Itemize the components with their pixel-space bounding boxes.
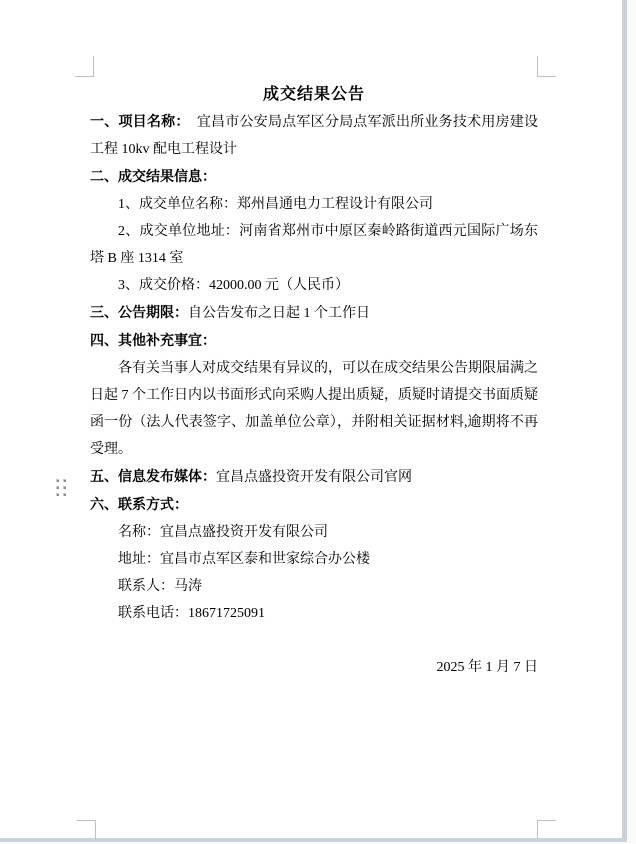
text-run: 2025 年 1 月 7 日 xyxy=(436,660,538,675)
text-run: 联系电话：18671725091 xyxy=(118,606,265,621)
margin-mark-bottom-left xyxy=(77,820,96,839)
grip-dot xyxy=(63,486,66,489)
text-run: 各有关当事人对成交结果有异议的，可以在成交结果公告期限届满之日起 7 个工作日内以书面形式向采购人提出质疑，质疑时请提交书面质疑函一份（法人代表签字、加盖单位公章），并附相关证据材料,逾期将不再受理。 xyxy=(90,361,538,457)
item-contact-person xyxy=(90,573,538,600)
document-content xyxy=(90,82,538,681)
heading-contact-info xyxy=(90,491,538,519)
page-title: 成交结果公告 xyxy=(262,86,365,103)
grip-dot xyxy=(56,493,59,496)
item-price xyxy=(90,272,538,299)
margin-mark-top-left xyxy=(75,56,94,77)
text-run: 地址：宜昌市点军区泰和世家综合办公楼 xyxy=(118,552,370,567)
heading-supplement xyxy=(90,327,538,355)
bold-label: 一、项目名称： xyxy=(90,113,183,129)
margin-mark-bottom-right xyxy=(537,820,556,839)
item-winner-address xyxy=(90,218,538,272)
item-winner-name xyxy=(90,191,538,218)
grip-dot xyxy=(63,493,66,496)
text-run: 自公告发布之日起 1 个工作日 xyxy=(188,306,370,321)
grip-dot xyxy=(63,479,66,482)
text-run: 宜昌市公安局点军区分局点军派出所业务技术用房建设工程 10kv 配电工程设计 xyxy=(90,115,539,157)
paragraph-publish-media xyxy=(90,463,538,491)
paragraph-drag-handle-icon[interactable] xyxy=(56,479,66,496)
bold-label: 五、信息发布媒体： xyxy=(90,468,216,484)
bold-label: 六、联系方式： xyxy=(90,496,188,512)
text-run: 名称：宜昌点盛投资开发有限公司 xyxy=(118,525,328,540)
grip-dot xyxy=(56,479,59,482)
item-contact-address xyxy=(90,546,538,573)
paragraph-date xyxy=(90,654,538,681)
paragraph-supplement-body xyxy=(90,355,538,463)
grip-dot xyxy=(56,486,59,489)
text-run: 联系人：马涛 xyxy=(118,579,202,594)
text-run: 1、成交单位名称：郑州昌通电力工程设计有限公司 xyxy=(118,197,433,212)
text-run: 宜昌点盛投资开发有限公司官网 xyxy=(216,470,412,485)
item-contact-phone xyxy=(90,600,538,627)
item-contact-name xyxy=(90,519,538,546)
bold-label: 二、成交结果信息： xyxy=(90,168,216,184)
paragraph-project-name xyxy=(90,108,538,163)
margin-mark-top-right xyxy=(537,56,556,77)
heading-result-info xyxy=(90,163,538,191)
bold-label: 四、其他补充事宜： xyxy=(90,332,216,348)
text-run: 2、成交单位地址：河南省郑州市中原区秦岭路街道西元国际广场东塔 B 座 1314 室 xyxy=(90,224,538,266)
paragraph-announcement-period xyxy=(90,299,538,327)
bold-label: 三、公告期限： xyxy=(90,304,188,320)
text-run: 3、成交价格：42000.00 元（人民币） xyxy=(118,278,349,293)
